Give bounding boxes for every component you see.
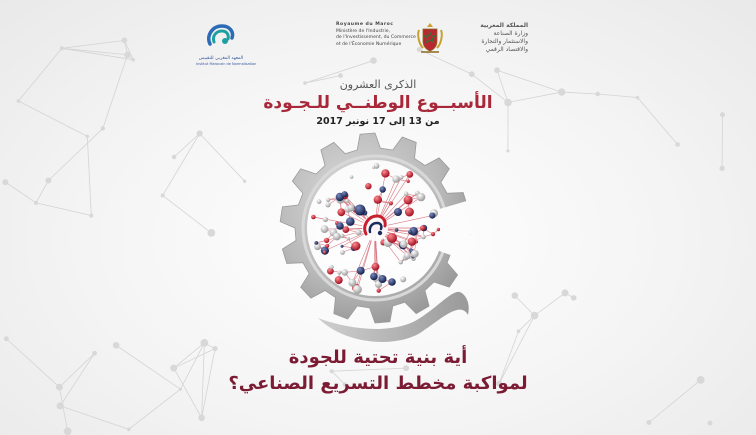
anniversary-label: الذكرى العشرون bbox=[339, 78, 417, 91]
theme-question bbox=[228, 345, 528, 397]
ministry-ar-line: وزارة الصناعة bbox=[493, 30, 528, 37]
event-dates: من 13 إلى 17 نونبر 2017 bbox=[316, 116, 440, 127]
ministry-fr-line: Royaume du Maroc bbox=[336, 22, 394, 27]
theme-line-1: أية بنية تحتية للجودة bbox=[288, 347, 468, 368]
ministry-ar-line: والاستثمار والتجارة bbox=[481, 38, 528, 45]
ministry-fr-line: de l'Investissement, du Commerce bbox=[336, 35, 416, 41]
imanor-name-french: Institut Marocain de Normalisation bbox=[196, 62, 257, 66]
ministry-ar-line: المملكة المغربية bbox=[480, 22, 528, 29]
center-quality-mark-icon bbox=[362, 215, 388, 241]
event-title: الأسبــوع الوطنــي للـجـودة bbox=[263, 93, 493, 113]
ministry-fr-line: et de l'Économie Numérique bbox=[336, 41, 402, 47]
ministry-ar-line: والاقتصاد الرقمي bbox=[485, 46, 528, 53]
theme-line-2: لمواكبة مخطط التسريع الصناعي؟ bbox=[228, 373, 528, 394]
imanor-name-arabic: المعهد المغربي للتقييس bbox=[198, 56, 244, 61]
ministry-fr-line: Ministère de l'Industrie, bbox=[336, 28, 391, 34]
